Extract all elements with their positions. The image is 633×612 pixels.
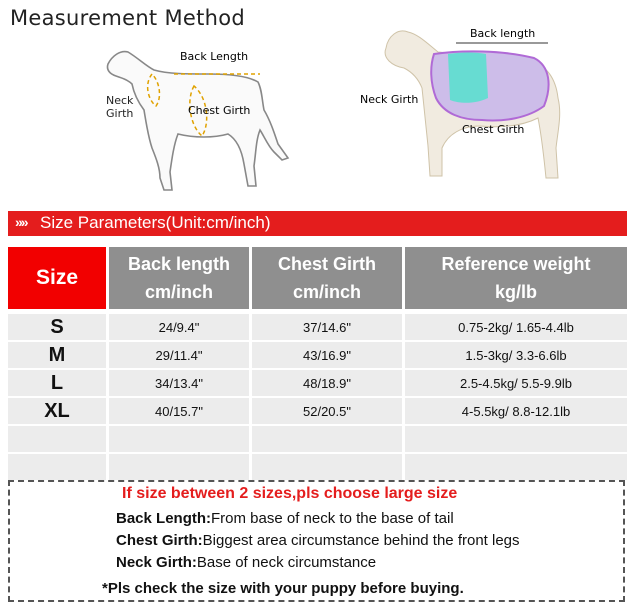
chest-girth-cell [252, 454, 402, 480]
reference-weight-cell [405, 426, 627, 452]
header-back-length [109, 247, 249, 309]
notes-box [8, 480, 625, 602]
note-chest-girth-text: Biggest area circumstance behind the front legs [202, 532, 520, 549]
size-cell: M [8, 342, 106, 368]
neck-girth-label-line1: Neck [106, 94, 134, 107]
chest-girth-cell: 37/14.6" [252, 314, 402, 340]
dog-outline-shape [107, 52, 288, 190]
neck-girth-label-line2: Girth [106, 107, 134, 120]
size-parameters-banner [8, 211, 627, 236]
size-warning: If size between 2 sizes,pls choose large size [122, 485, 458, 502]
header-reference-weight [405, 247, 627, 309]
dog-vest-photo [352, 14, 582, 192]
table-row-empty [8, 454, 627, 480]
header-chest-girth [252, 247, 402, 309]
header-size: Size [8, 247, 106, 309]
reference-weight-cell: 0.75-2kg/ 1.65-4.4lb [405, 314, 627, 340]
back-length-label-right: Back length [470, 27, 536, 40]
note-chest-girth-label: Chest Girth: [116, 532, 203, 549]
table-row-l [8, 370, 627, 396]
header-reference-weight-title: Reference weight [441, 254, 591, 274]
back-length-cell: 29/11.4" [109, 342, 249, 368]
vest-panel-cyan [448, 53, 488, 103]
reference-weight-cell: 2.5-4.5kg/ 5.5-9.9lb [405, 370, 627, 396]
reference-weight-cell: 1.5-3kg/ 3.3-6.6lb [405, 342, 627, 368]
chest-girth-cell: 52/20.5" [252, 398, 402, 424]
dog-outline-diagram [98, 40, 304, 205]
table-row-m [8, 342, 627, 368]
back-length-cell [109, 454, 249, 480]
note-back-length-text: From base of neck to the base of tail [211, 510, 454, 527]
back-length-cell: 24/9.4" [109, 314, 249, 340]
note-back-length-label: Back Length: [116, 510, 212, 527]
neck-girth-label-right: Neck Girth [360, 93, 419, 106]
size-cell [8, 426, 106, 452]
chest-girth-cell: 48/18.9" [252, 370, 402, 396]
table-row-s [8, 314, 627, 340]
size-cell: XL [8, 398, 106, 424]
header-back-length-unit: cm/inch [144, 282, 214, 302]
header-chest-girth-title: Chest Girth [277, 254, 376, 274]
note-neck-girth-label: Neck Girth: [116, 554, 197, 571]
back-length-label: Back Length [180, 50, 249, 63]
chest-girth-label: Chest Girth [188, 104, 251, 117]
chest-girth-label-right: Chest Girth [462, 123, 525, 136]
note-chest-girth [116, 532, 520, 549]
reference-weight-cell: 4-5.5kg/ 8.8-12.1lb [405, 398, 627, 424]
note-neck-girth [116, 554, 376, 571]
size-cell: S [8, 314, 106, 340]
double-chevron-icon: »» [15, 214, 27, 230]
back-length-cell: 40/15.7" [109, 398, 249, 424]
chest-girth-cell [252, 426, 402, 452]
back-length-cell [109, 426, 249, 452]
page-title: Measurement Method [10, 6, 246, 30]
reference-weight-cell [405, 454, 627, 480]
size-cell: L [8, 370, 106, 396]
header-reference-weight-unit: kg/lb [494, 282, 537, 302]
chest-girth-cell: 43/16.9" [252, 342, 402, 368]
header-back-length-title: Back length [127, 254, 231, 274]
note-neck-girth-text: Base of neck circumstance [196, 554, 377, 571]
header-chest-girth-unit: cm/inch [292, 282, 361, 302]
note-back-length [116, 510, 454, 527]
table-row-empty [8, 426, 627, 452]
size-cell [8, 454, 106, 480]
check-size-note: *Pls check the size with your puppy before buying. [102, 580, 464, 597]
banner-title: Size Parameters(Unit:cm/inch) [40, 213, 271, 232]
back-length-cell: 34/13.4" [109, 370, 249, 396]
table-row-xl [8, 398, 627, 424]
